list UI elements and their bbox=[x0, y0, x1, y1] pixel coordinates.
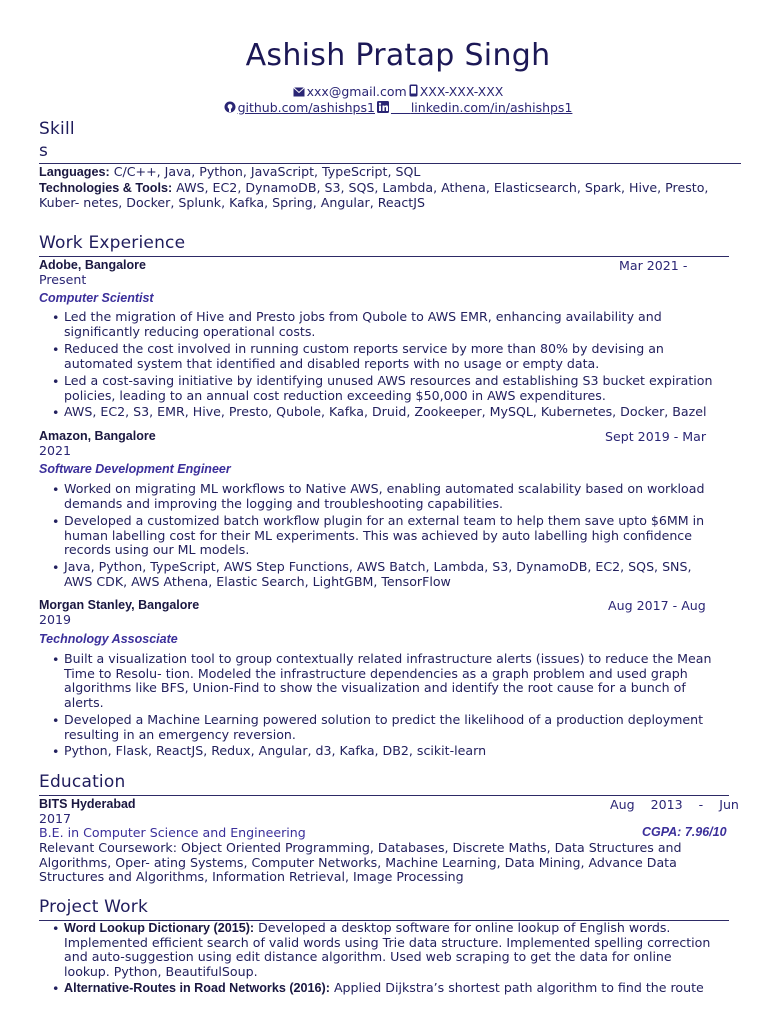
linkedin-icon bbox=[377, 101, 389, 116]
tools-line bbox=[39, 180, 708, 196]
job-role: Technology Assosciate bbox=[39, 632, 178, 646]
project-line: Implemented efficient search of valid words using Trie data structure. Implemented spelling correction bbox=[64, 935, 711, 950]
skills-heading-part2: s bbox=[39, 141, 49, 161]
bullet-marker: • bbox=[52, 560, 60, 575]
job-org: Morgan Stanley, Bangalore bbox=[39, 598, 200, 612]
work-divider bbox=[39, 256, 729, 257]
bullet-text: alerts. bbox=[64, 695, 104, 710]
bullet-marker: • bbox=[52, 374, 60, 389]
bullet-marker: • bbox=[52, 482, 60, 497]
bullet-marker: • bbox=[52, 744, 60, 759]
bullet-text: AWS, EC2, S3, EMR, Hive, Presto, Qubole, Kafka, Druid, Zookeeper, MySQL, Kubernetes, Docker, Bazel bbox=[64, 404, 707, 419]
bullet-marker: • bbox=[52, 981, 60, 996]
projects-heading: Project Work bbox=[39, 897, 149, 917]
bullet-text: demands and improving the logging and troubleshooting capabilities. bbox=[64, 496, 504, 511]
project-line: lookup. Python, BeautifulSoup. bbox=[64, 964, 258, 979]
project-line bbox=[64, 921, 670, 936]
bullet-marker: • bbox=[52, 342, 60, 357]
project-line: and auto-suggestion using edit distance algorithm. Used web scraping to get the data for online bbox=[64, 949, 672, 964]
envelope-icon bbox=[293, 85, 305, 100]
contact-line-2 bbox=[0, 100, 768, 116]
contact-line-1 bbox=[0, 84, 768, 100]
project-name: Word Lookup Dictionary (2015): bbox=[64, 921, 255, 935]
phone-number: XXX-XXX-XXX bbox=[419, 84, 504, 99]
bullet-marker: • bbox=[52, 652, 60, 667]
job-org: Adobe, Bangalore bbox=[39, 258, 146, 272]
job-date-end: Present bbox=[39, 272, 87, 287]
tools-line-2: Kuber- netes, Docker, Splunk, Kafka, Spring, Angular, ReactJS bbox=[39, 195, 425, 210]
job-date-start: Mar 2021 - bbox=[619, 258, 688, 273]
bullet-text: Built a visualization tool to group contextually related infrastructure alerts (issues) to reduce the Mean bbox=[64, 651, 712, 666]
job-date-start: Sept 2019 - Mar bbox=[605, 429, 707, 444]
education-date-start: Aug 2013 - Jun bbox=[610, 797, 739, 812]
phone-icon bbox=[409, 84, 418, 100]
bullet-text: resulting in an emergency reversion. bbox=[64, 727, 296, 742]
languages-label: Languages: bbox=[39, 165, 110, 179]
bullet-text: Developed a Machine Learning powered solution to predict the likelihood of a production deployment bbox=[64, 712, 704, 727]
bullet-text: automated system that identified and disabled reports with no usage or empty data. bbox=[64, 356, 600, 371]
github-link[interactable]: github.com/ashishps1 bbox=[237, 100, 375, 115]
degree: B.E. in Computer Science and Engineering bbox=[39, 825, 306, 840]
bullet-marker: • bbox=[52, 921, 60, 936]
job-role: Software Development Engineer bbox=[39, 462, 231, 476]
gpa: CGPA: 7.96/10 bbox=[642, 825, 727, 839]
bullet-marker: • bbox=[52, 405, 60, 420]
bullet-text: significantly reducing operational costs. bbox=[64, 324, 316, 339]
tools-label: Technologies & Tools: bbox=[39, 181, 173, 195]
bullet-marker: • bbox=[52, 713, 60, 728]
coursework-line: Relevant Coursework: Object Oriented Programming, Databases, Discrete Maths, Data Structures and bbox=[39, 840, 682, 855]
bullet-text: human labelling cost for their ML experiments. This was achieved by auto labelling high confidence bbox=[64, 528, 692, 543]
job-date-end: 2019 bbox=[39, 612, 72, 627]
bullet-text: Java, Python, TypeScript, AWS Step Functions, AWS Batch, Lambda, S3, DynamoDB, EC2, SQS, SNS, bbox=[64, 559, 692, 574]
skills-heading-part1: Skill bbox=[39, 119, 75, 139]
bullet-text: Worked on migrating ML workflows to Native AWS, enabling automated scalability based on workload bbox=[64, 481, 705, 496]
bullet-marker: • bbox=[52, 514, 60, 529]
bullet-text: Led the migration of Hive and Presto jobs from Qubole to AWS EMR, enhancing availability and bbox=[64, 309, 662, 324]
job-date-start: Aug 2017 - Aug bbox=[608, 598, 706, 613]
project-name: Alternative-Routes in Road Networks (2016): bbox=[64, 981, 330, 995]
bullet-text: policies, leading to an annual cost reduction exceeding $50,000 in AWS expenditures. bbox=[64, 388, 606, 403]
project-desc: Developed a desktop software for online lookup of English words. bbox=[254, 920, 671, 935]
education-divider bbox=[39, 795, 729, 796]
bullet-text: Reduced the cost involved in running custom reports service by more than 80% by devising an bbox=[64, 341, 664, 356]
education-date-end: 2017 bbox=[39, 811, 72, 826]
coursework-line: Algorithms, Oper- ating Systems, Computer Networks, Machine Learning, Data Mining, Advance Data bbox=[39, 855, 677, 870]
bullet-text: AWS CDK, AWS Athena, Elastic Search, LightGBM, TensorFlow bbox=[64, 574, 451, 589]
candidate-name: Ashish Pratap Singh bbox=[245, 38, 551, 73]
bullet-text: Developed a customized batch workflow plugin for an external team to help them save upto $6MM in bbox=[64, 513, 705, 528]
bullet-text: Led a cost-saving initiative by identifying unused AWS resources and establishing S3 bucket expiration bbox=[64, 373, 713, 388]
bullet-text: algorithms like BFS, Union-Find to show the visualization and identify the root cause for a bunch of bbox=[64, 680, 686, 695]
job-org: Amazon, Bangalore bbox=[39, 429, 156, 443]
linkedin-link[interactable]: linkedin.com/in/ashishps1 bbox=[410, 100, 573, 115]
project-desc: Applied Dijkstra’s shortest path algorithm to find the route bbox=[329, 980, 704, 995]
bullet-text: Python, Flask, ReactJS, Redux, Angular, d3, Kafka, DB2, scikit-learn bbox=[64, 743, 487, 758]
bullet-text: records using our ML models. bbox=[64, 542, 250, 557]
languages-line bbox=[39, 164, 420, 180]
work-heading: Work Experience bbox=[39, 233, 186, 253]
github-icon bbox=[224, 101, 236, 116]
coursework-line: Structures and Algorithms, Information Retrieval, Image Processing bbox=[39, 869, 464, 884]
job-role: Computer Scientist bbox=[39, 291, 154, 305]
school-name: BITS Hyderabad bbox=[39, 797, 136, 811]
bullet-marker: • bbox=[52, 310, 60, 325]
languages-value: C/C++, Java, Python, JavaScript, TypeScript, SQL bbox=[109, 164, 421, 179]
education-heading: Education bbox=[39, 772, 126, 792]
tools-value-1: AWS, EC2, DynamoDB, S3, SQS, Lambda, Athena, Elasticsearch, Spark, Hive, Presto, bbox=[172, 180, 709, 195]
project-line bbox=[64, 981, 704, 996]
email-link[interactable]: xxx@gmail.com bbox=[306, 84, 407, 99]
job-date-end: 2021 bbox=[39, 443, 72, 458]
bullet-text: Time to Resolu- tion. Modeled the infrastructure dependencies as a graph problem and used graph bbox=[64, 666, 688, 681]
